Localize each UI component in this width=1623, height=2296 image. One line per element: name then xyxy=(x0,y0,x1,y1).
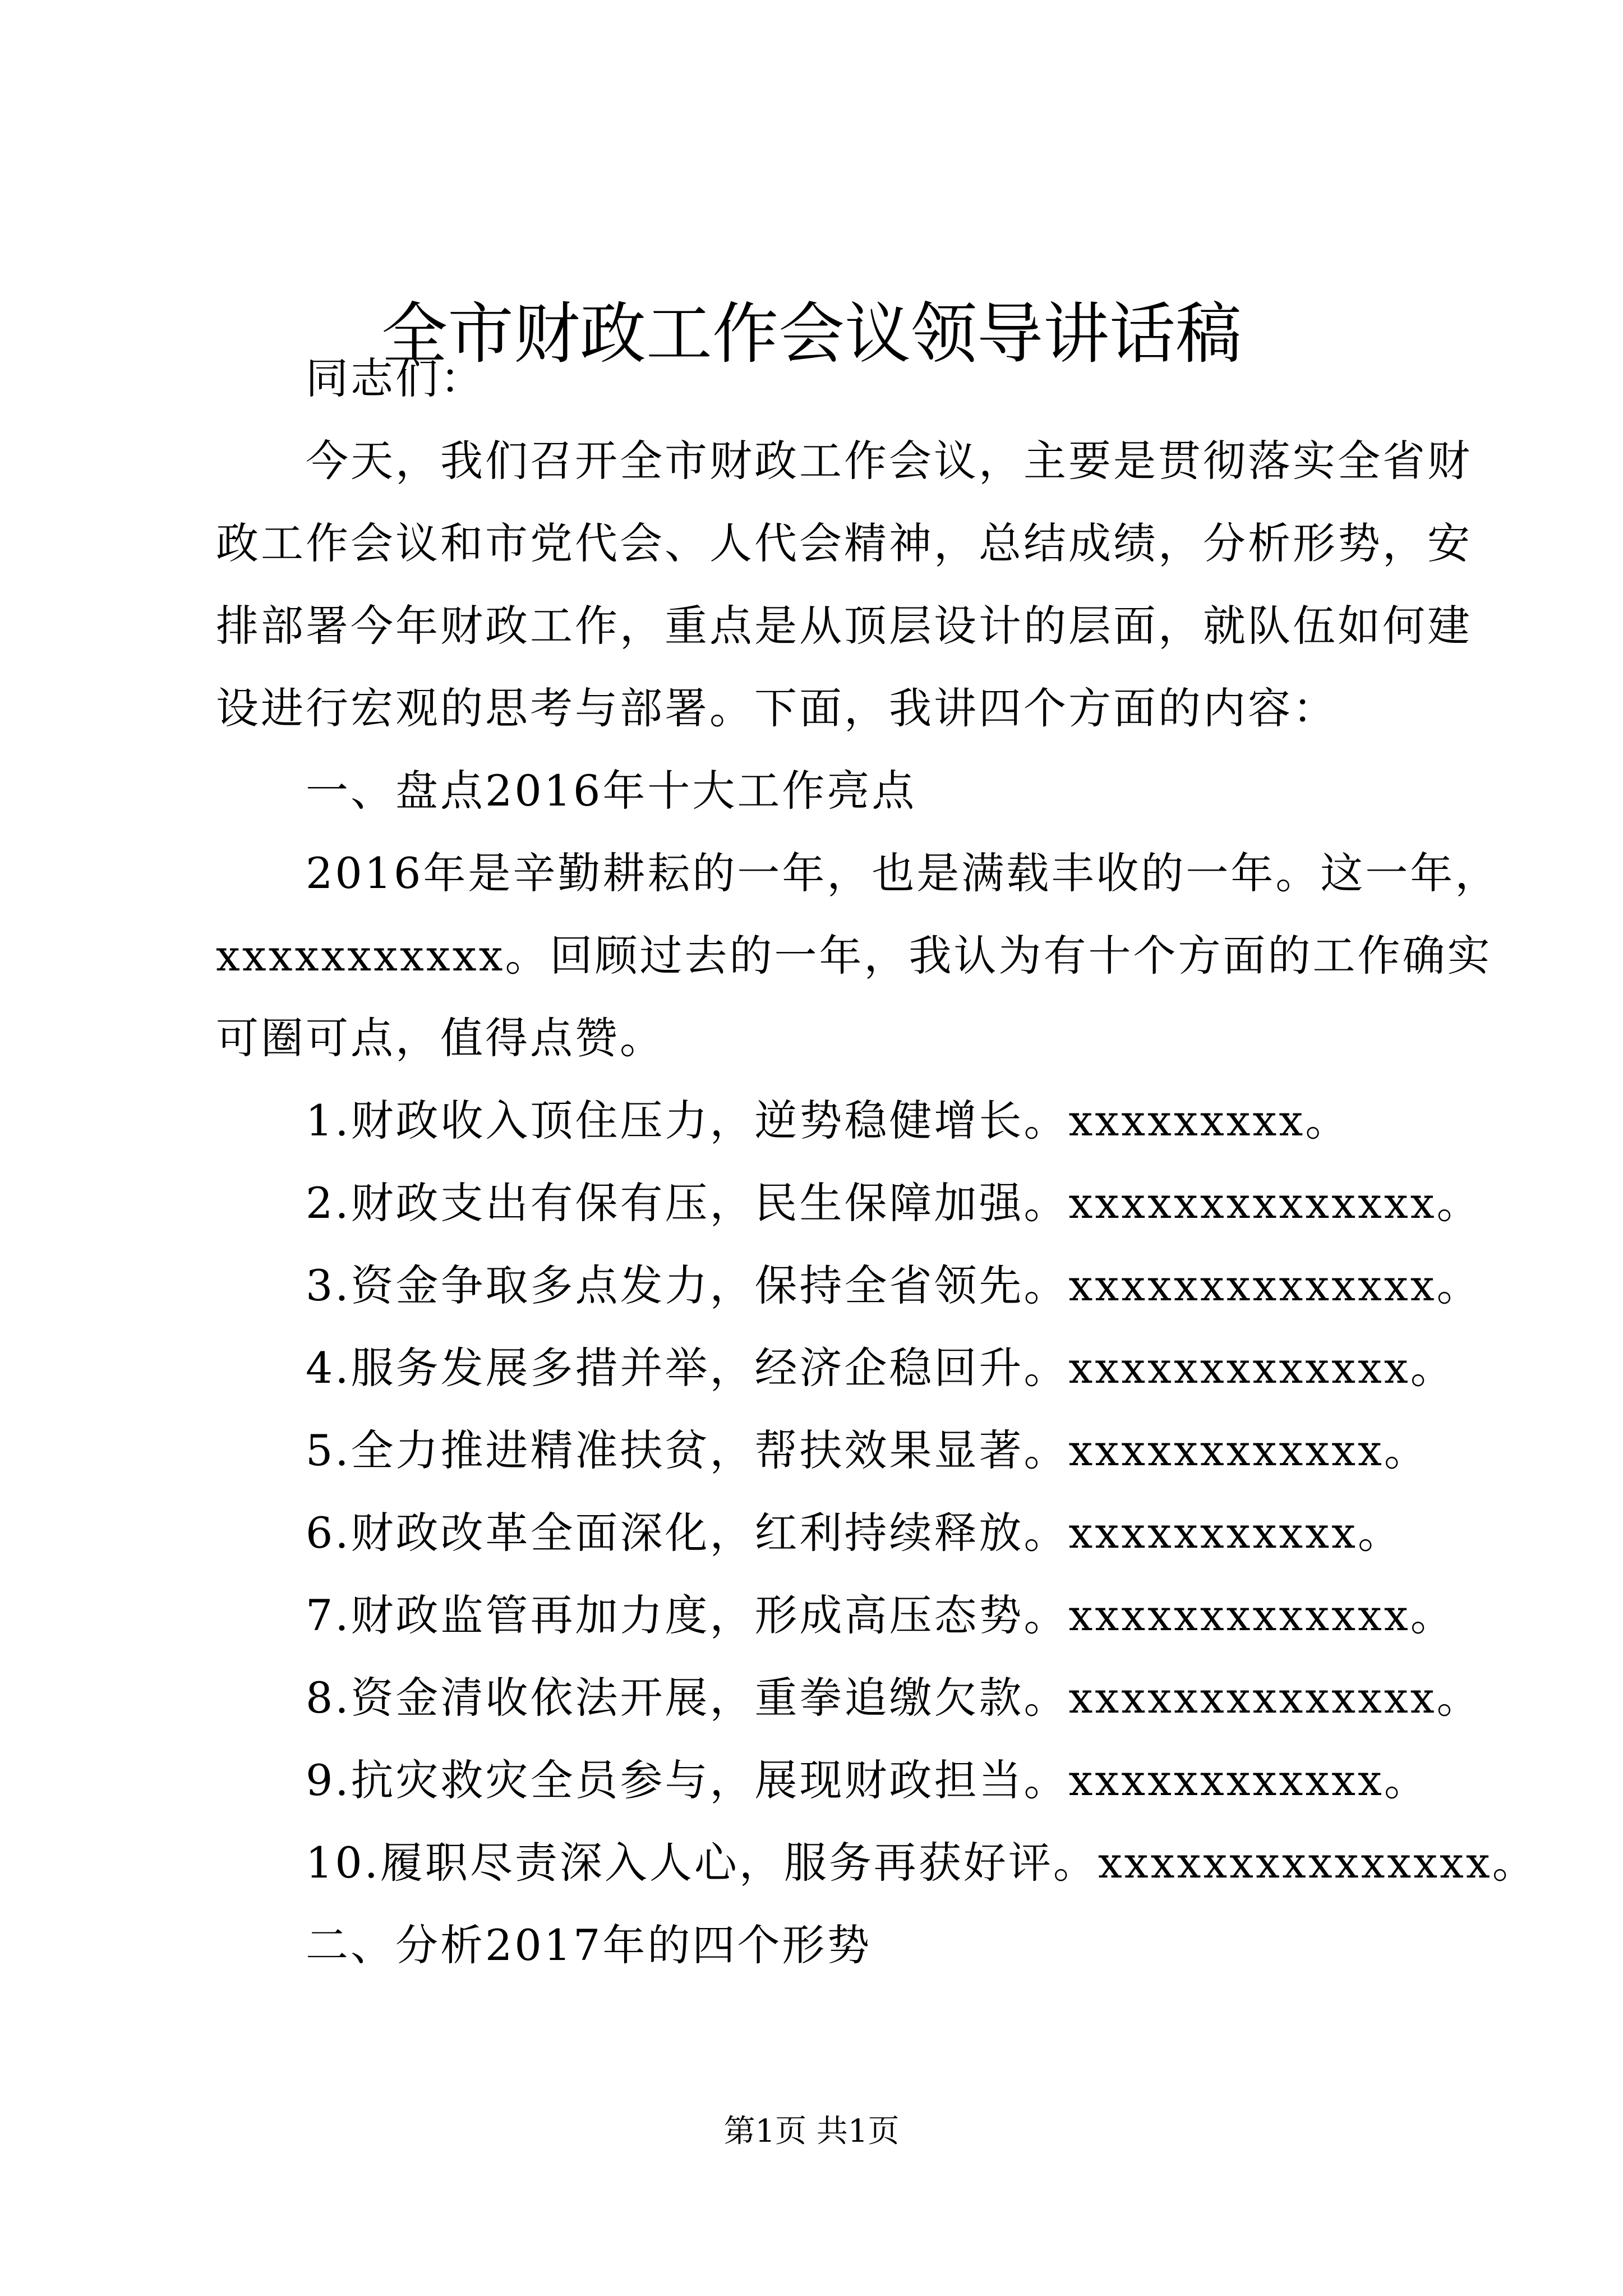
section1-paragraph-line: 可圈可点，值得点赞。 xyxy=(216,1013,665,1063)
intro-line: 政工作会议和市党代会、人代会精神，总结成绩，分析形势，安 xyxy=(216,518,1472,568)
document-title: 全市财政工作会议领导讲话稿 xyxy=(381,295,1242,372)
highlight-item-3: 3.资金争取多点发力，保持全省领先。xxxxxxxxxxxxxx。 xyxy=(306,1260,1482,1310)
section1-paragraph-line: xxxxxxxxxxx。回顾过去的一年，我认为有十个方面的工作确实 xyxy=(216,931,1492,981)
highlight-item-1: 1.财政收入顶住压力，逆势稳健增长。xxxxxxxxx。 xyxy=(306,1096,1350,1145)
highlight-item-10: 10.履职尽责深入人心，服务再获好评。xxxxxxxxxxxxxxx。 xyxy=(306,1838,1537,1888)
section1-paragraph-line: 2016年是辛勤耕耘的一年，也是满载丰收的一年。这一年， xyxy=(306,848,1500,898)
highlight-item-4: 4.服务发展多措并举，经济企稳回升。xxxxxxxxxxxxx。 xyxy=(306,1343,1455,1393)
intro-line: 排部署今年财政工作，重点是从顶层设计的层面，就队伍如何建 xyxy=(216,601,1472,651)
section-heading-1: 一、盘点2016年十大工作亮点 xyxy=(306,766,917,816)
highlight-item-5: 5.全力推进精准扶贫，帮扶效果显著。xxxxxxxxxxxx。 xyxy=(306,1425,1429,1475)
highlight-item-2: 2.财政支出有保有压，民生保障加强。xxxxxxxxxxxxxx。 xyxy=(306,1178,1482,1228)
greeting: 同志们： xyxy=(306,353,485,403)
highlight-item-6: 6.财政改革全面深化，红利持续释放。xxxxxxxxxxx。 xyxy=(306,1508,1403,1558)
highlight-item-7: 7.财政监管再加力度，形成高压态势。xxxxxxxxxxxxx。 xyxy=(306,1590,1455,1640)
section-heading-2: 二、分析2017年的四个形势 xyxy=(306,1920,872,1970)
intro-line: 今天，我们召开全市财政工作会议，主要是贯彻落实全省财 xyxy=(306,436,1472,486)
page-footer: 第1页 共1页 xyxy=(723,2113,900,2150)
highlight-item-9: 9.抗灾救灾全员参与，展现财政担当。xxxxxxxxxxxx。 xyxy=(306,1755,1429,1805)
intro-line: 设进行宏观的思考与部署。下面，我讲四个方面的内容： xyxy=(216,683,1338,733)
highlight-item-8: 8.资金清收依法开展，重拳追缴欠款。xxxxxxxxxxxxxx。 xyxy=(306,1673,1482,1723)
